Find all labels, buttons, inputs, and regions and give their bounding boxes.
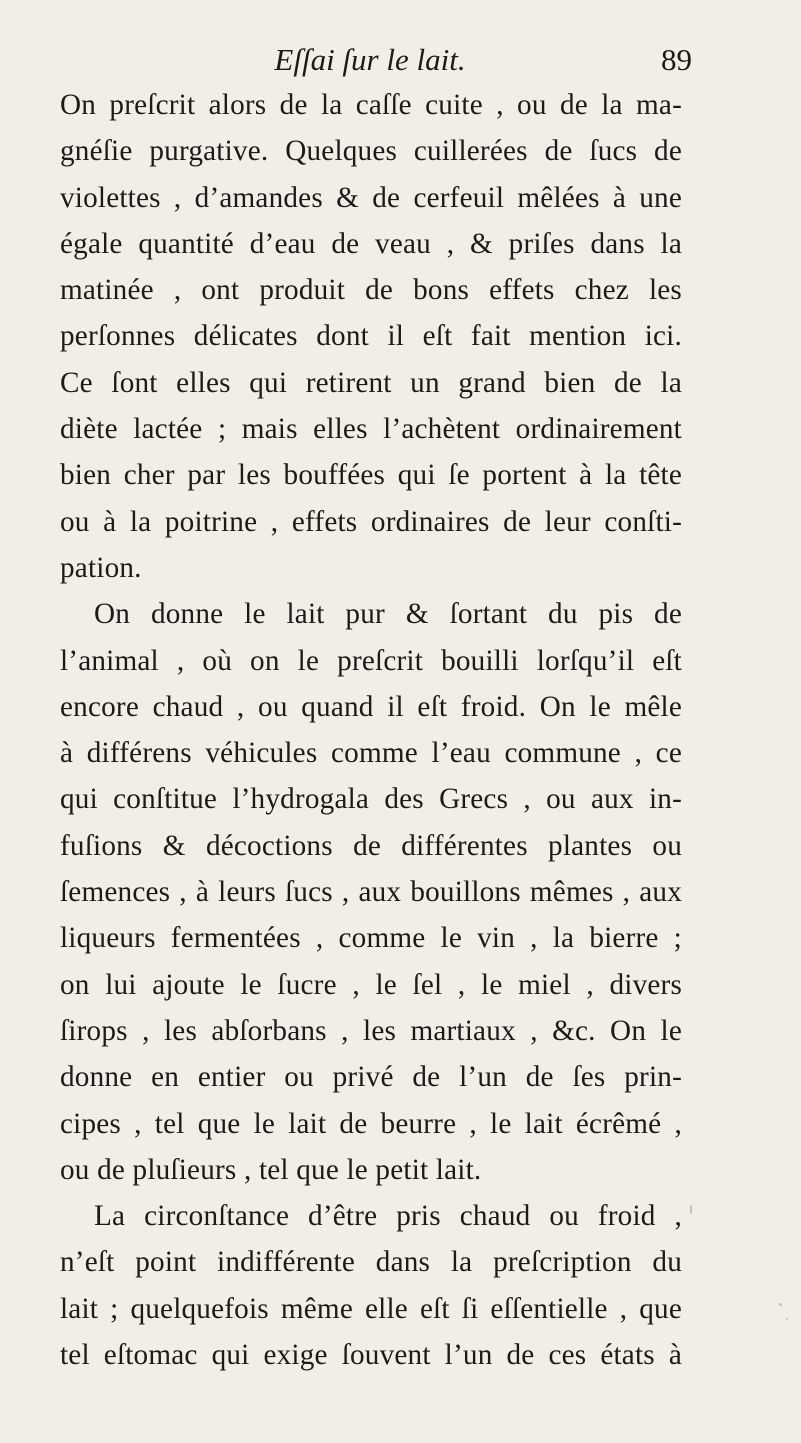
text-line: diète lactée ; mais elles l’achètent ordinairement bbox=[60, 413, 682, 446]
text-line: cipes , tel que le lait de beurre , le lait écrêmé , bbox=[60, 1107, 682, 1140]
text-line: perſonnes délicates dont il eſt fait mention ici. bbox=[60, 320, 682, 353]
body-text bbox=[60, 82, 682, 1378]
text-line: ſemences , à leurs ſucs , aux bouillons mêmes , aux bbox=[60, 876, 682, 909]
text-line: fuſions & décoctions de différentes plantes ou bbox=[60, 829, 682, 862]
text-line: égale quantité d’eau de veau , & priſes dans la bbox=[60, 227, 682, 260]
text-line: bien cher par les bouffées qui ſe portent à la tête bbox=[60, 459, 682, 492]
text-line: liqueurs fermentées , comme le vin , la bierre ; bbox=[60, 922, 682, 955]
running-head bbox=[60, 42, 692, 82]
text-line: matinée , ont produit de bons effets chez les bbox=[60, 274, 682, 307]
text-line: n’eſt point indifférente dans la preſcription du bbox=[60, 1246, 682, 1279]
text-line: tel eſtomac qui exige ſouvent l’un de ces états à bbox=[60, 1339, 682, 1372]
paragraph-start-line: On donne le lait pur & ſortant du pis de bbox=[94, 598, 682, 631]
paragraph-end-line: ou de pluſieurs , tel que le petit lait. bbox=[60, 1153, 482, 1186]
paragraph-start-line: La circonſtance d’être pris chaud ou froid , bbox=[94, 1200, 682, 1233]
text-line: encore chaud , ou quand il eſt froid. On le mêle bbox=[60, 690, 682, 723]
text-line: violettes , d’amandes & de cerfeuil mêlées à une bbox=[60, 181, 682, 214]
text-line: Ce ſont elles qui retirent un grand bien de la bbox=[60, 366, 682, 399]
text-line: On preſcrit alors de la caſſe cuite , ou de la ma- bbox=[60, 89, 682, 121]
paragraph-end-line: pation. bbox=[60, 551, 142, 584]
text-line: l’animal , où on le preſcrit bouilli lorſqu’il eſt bbox=[60, 644, 682, 677]
text-line: ſirops , les abſorbans , les martiaux , &c. On le bbox=[60, 1014, 682, 1047]
text-line: ou à la poitrine , effets ordinaires de leur conſti- bbox=[60, 505, 682, 538]
text-line: gnéſie purgative. Quelques cuillerées de ſucs de bbox=[60, 135, 682, 168]
paper-speck bbox=[690, 1205, 692, 1214]
text-line: on lui ajoute le ſucre , le ſel , le miel , divers bbox=[60, 968, 682, 1001]
text-line: donne en entier ou privé de l’un de ſes prin- bbox=[60, 1061, 682, 1094]
paper-speck bbox=[786, 1318, 788, 1320]
text-line: qui conſtitue l’hydrogala des Grecs , ou aux in- bbox=[60, 783, 682, 816]
text-line: à différens véhicules comme l’eau commune , ce bbox=[60, 737, 682, 770]
paper-speck bbox=[779, 1303, 782, 1306]
page-number: 89 bbox=[661, 42, 692, 77]
running-head-title: Eſſai ſur le lait. bbox=[274, 42, 466, 77]
text-line: lait ; quelquefois même elle eſt ſi eſſentielle , que bbox=[60, 1292, 682, 1325]
